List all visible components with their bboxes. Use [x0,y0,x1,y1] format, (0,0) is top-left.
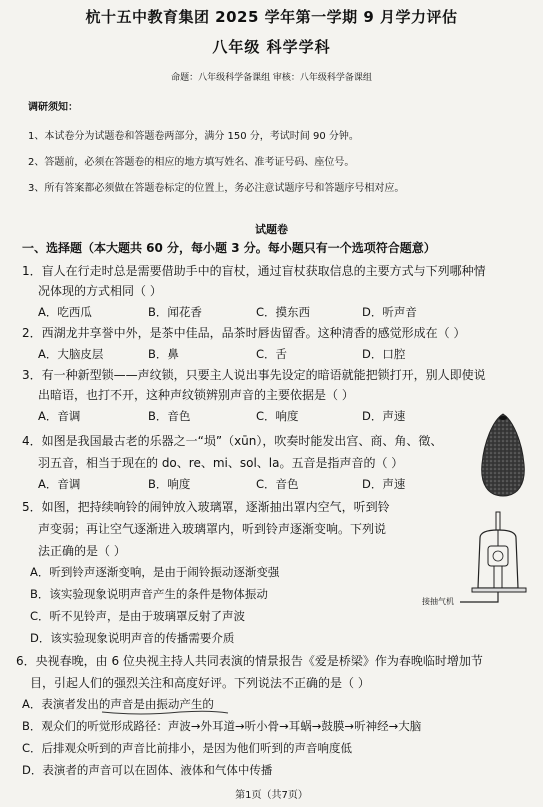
question-6-line2: 目，引起人们的强烈关注和高度好评。下列说法不正确的是（ ） [30,676,370,690]
question-5-line2: 声变弱；再让空气逐渐进入玻璃罩内，听到铃声逐渐变响。下列说 [38,522,387,536]
q5-option-a: A．听到铃声逐渐变响，是由于闹铃振动逐渐变强 [30,565,280,579]
question-3-line1: 3．有一种新型锁——声纹锁，只要主人说出事先设定的暗语就能把锁打开，别人即使说 [22,368,486,382]
question-3-line2: 出暗语，也打不开，这种声纹锁辨别声音的主要依据是（ ） [38,388,354,402]
q6-option-c: C．后排观众听到的声音比前排小，是因为他们听到的声音响度低 [22,741,353,755]
q3-option-b: B．音色 [148,409,191,423]
bell-jar-diagram [440,510,530,610]
q1-option-d: D．听声音 [362,305,417,319]
q6-option-a: A．表演者发出的声音是由振动产生的 [22,697,214,711]
q2-option-b: B．鼻 [148,347,179,361]
q1-option-c: C．摸东西 [256,305,311,319]
q3-option-a: A．音调 [38,409,81,423]
question-5-line1: 5．如图，把持续响铃的闹钟放入玻璃罩，逐渐抽出罩内空气，听到铃 [22,500,390,514]
q4-option-d: D．声速 [362,477,406,491]
q4-option-b: B．响度 [148,477,191,491]
q2-option-d: D．口腔 [362,347,406,361]
q4-option-a: A．音调 [38,477,81,491]
q2-option-a: A．大脑皮层 [38,347,104,361]
q1-option-b: B．闻花香 [148,305,202,319]
page-number: 第1页（共7页） [235,790,308,801]
q3-option-c: C．响度 [256,409,299,423]
q6-option-d: D．表演者的声音可以在固体、液体和气体中传播 [22,763,273,777]
notice-item: 3、所有答案都必须做在答题卷标定的位置上，务必注意试题序号和答题序号相对应。 [28,183,405,194]
xun-instrument-image [478,412,528,498]
q1-option-a: A．吃西瓜 [38,305,92,319]
q5-option-c: C．听不见铃声，是由于玻璃罩反射了声波 [30,609,246,623]
notice-item: 2、答题前，必须在答题卷的相应的地方填写姓名、准考证号码、座位号。 [28,157,355,168]
q5-option-b: B．该实验现象说明声音产生的条件是物体振动 [30,587,268,601]
exam-subtitle: 八年级 科学学科 [212,38,331,56]
part-title: 一、选择题（本大题共 60 分，每小题 3 分。每小题只有一个选项符合题意） [22,241,436,255]
question-4-line1: 4．如图是我国最古老的乐器之一“埙”（xūn），吹奏时能发出宫、商、角、徵、 [22,434,443,448]
q4-option-c: C．音色 [256,477,299,491]
question-2-line1: 2．西湖龙井享誉中外，是茶中佳品，品茶时唇齿留香。这种清香的感觉形成在（ ） [22,326,466,340]
q3-option-d: D．声速 [362,409,406,423]
q2-option-c: C．舌 [256,347,288,361]
q5-option-d: D．该实验现象说明声音的传播需要介质 [30,631,235,645]
notice-item: 1、本试卷分为试题卷和答题卷两部分，满分 150 分，考试时间 90 分钟。 [28,131,359,142]
figure-label: 接抽气机 [422,597,454,606]
section-title: 试题卷 [255,223,288,236]
q6-option-b: B．观众们的听觉形成路径：声波→外耳道→听小骨→耳蜗→鼓膜→听神经→大脑 [22,719,422,733]
notice-heading: 调研须知： [28,102,78,113]
question-5-line3: 法正确的是（ ） [38,544,126,558]
question-4-line2: 羽五音，相当于现在的 do、re、mi、sol、la。五音是指声音的（ ） [38,456,404,470]
pen-underline-mark [100,688,230,718]
exam-meta: 命题：八年级科学备课组 审核：八年级科学备课组 [171,73,372,83]
question-6-line1: 6．央视春晚，由 6 位央视主持人共同表演的情景报告《爱是桥梁》作为春晚临时增加节 [16,654,483,668]
question-1-line1: 1．盲人在行走时总是需要借助手中的盲杖，通过盲杖获取信息的主要方式与下列哪种情 [22,264,486,278]
question-1-line2: 况体现的方式相同（ ） [38,284,162,298]
exam-title: 杭十五中教育集团 2025 学年第一学期 9 月学力评估 [85,8,458,26]
